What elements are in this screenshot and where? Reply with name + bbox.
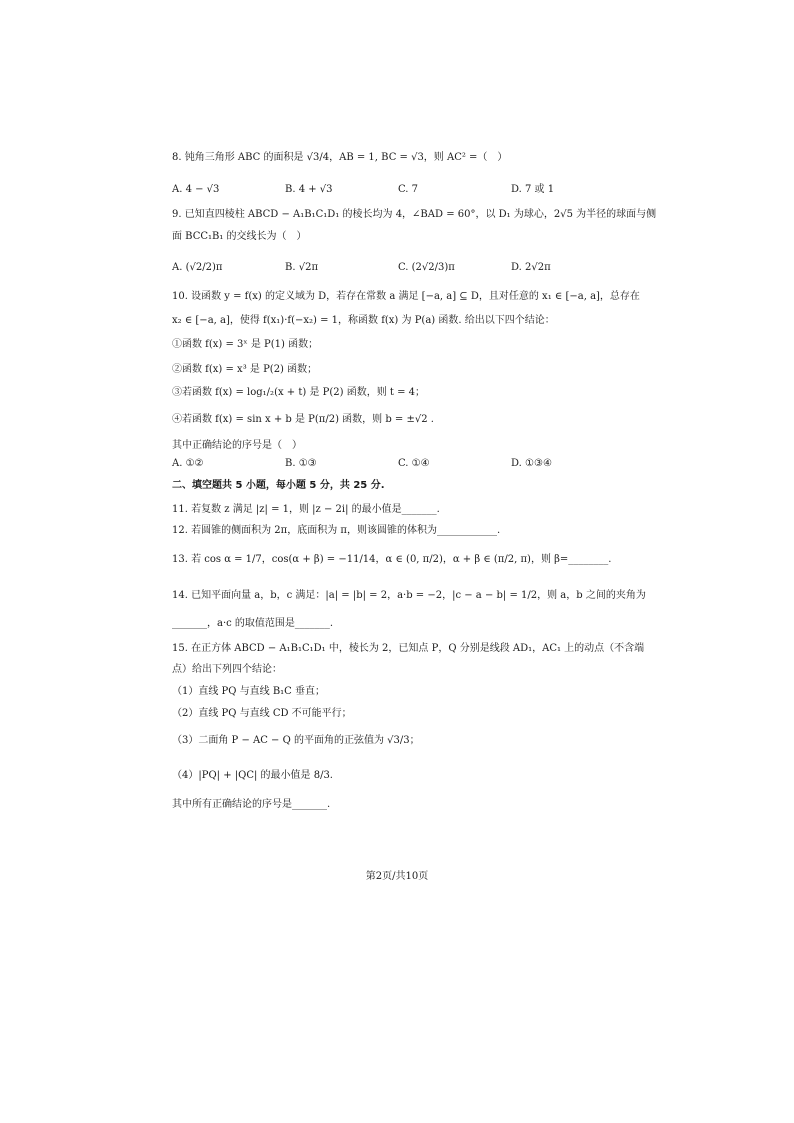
q10-item-4: ④若函数 f(x) = sin x + b 是 P(π/2) 函数，则 b = ±√2 . — [172, 414, 434, 425]
q10-item-3: ③若函数 f(x) = log₁/₂(x + t) 是 P(2) 函数，则 t = 4； — [172, 387, 425, 398]
q13: 13. 若 cos α = 1/7，cos(α + β) = −11/14，α ∈ (0, π/2)，α + β ∈ (π/2, π)，则 β=________. — [172, 554, 612, 565]
q10-item-2: ②函数 f(x) = x³ 是 P(2) 函数； — [172, 364, 318, 375]
q9-stem-line2: 面 BCC₁B₁ 的交线长为（ ） — [172, 231, 307, 242]
q15-item-1: （1）直线 PQ 与直线 B₁C 垂直； — [172, 686, 326, 697]
q15-ask: 其中所有正确结论的序号是_______. — [172, 799, 331, 810]
q8-stem: 8. 钝角三角形 ABC 的面积是 √3/4，AB = 1, BC = √3，则 AC² =（ ） — [172, 152, 508, 163]
q10-item-1: ①函数 f(x) = 3ˣ 是 P(1) 函数； — [172, 339, 319, 350]
q15-item-4: （4）|PQ| + |QC| 的最小值是 8/3. — [172, 770, 333, 781]
q10-option-a: A. ①② — [172, 458, 204, 469]
q9-option-c: C. (2√2/3)π — [398, 262, 455, 273]
q8-option-c: C. 7 — [398, 184, 419, 195]
q9-option-b: B. √2π — [285, 262, 319, 273]
q15-item-2: （2）直线 PQ 与直线 CD 不可能平行； — [172, 708, 352, 719]
q8-option-a: A. 4 − √3 — [172, 184, 220, 195]
q14-line1: 14. 已知平面向量 a，b，c 满足：|a| = |b| = 2，a·b = −2，|c − a − b| = 1/2，则 a，b 之间的夹角为 — [172, 590, 646, 601]
q10-stem-line1: 10. 设函数 y = f(x) 的定义域为 D，若存在常数 a 满足 [−a, a] ⊆ D，且对任意的 x₁ ∈ [−a, a]，总存在 — [172, 291, 640, 302]
q10-stem-line2: x₂ ∈ [−a, a]，使得 f(x₁)·f(−x₂) = 1，称函数 f(x) 为 P(a) 函数. 给出以下四个结论： — [172, 315, 555, 326]
q10-option-d: D. ①③④ — [511, 458, 552, 469]
q10-option-b: B. ①③ — [285, 458, 317, 469]
q15-line1: 15. 在正方体 ABCD − A₁B₁C₁D₁ 中，棱长为 2，已知点 P，Q 分别是线段 AD₁，AC₁ 上的动点（不含端 — [172, 643, 645, 654]
q15-item-3: （3）二面角 P − AC − Q 的平面角的正弦值为 √3/3； — [172, 735, 420, 746]
q10-ask: 其中正确结论的序号是（ ） — [172, 440, 302, 451]
q10-option-c: C. ①④ — [398, 458, 430, 469]
page-number-footer: 第2页/共10页 — [365, 871, 429, 882]
q8-option-d: D. 7 或 1 — [511, 184, 555, 195]
q9-stem-line1: 9. 已知直四棱柱 ABCD − A₁B₁C₁D₁ 的棱长均为 4，∠BAD = 60°，以 D₁ 为球心，2√5 为半径的球面与侧 — [172, 209, 657, 220]
q14-line2: _______，a·c 的取值范围是_______. — [172, 618, 334, 629]
q8-option-b: B. 4 + √3 — [285, 184, 333, 195]
q15-line2: 点）给出下列四个结论： — [172, 664, 282, 675]
q11: 11. 若复数 z 满足 |z| = 1，则 |z − 2i| 的最小值是_______. — [172, 504, 440, 515]
q9-option-d: D. 2√2π — [511, 262, 551, 273]
q12: 12. 若圆锥的侧面积为 2π，底面积为 π，则该圆锥的体积为____________. — [172, 525, 501, 536]
q9-option-a: A. (√2/2)π — [172, 262, 223, 273]
section-heading-fill-in: 二、填空题共 5 小题，每小题 5 分，共 25 分. — [172, 480, 385, 491]
